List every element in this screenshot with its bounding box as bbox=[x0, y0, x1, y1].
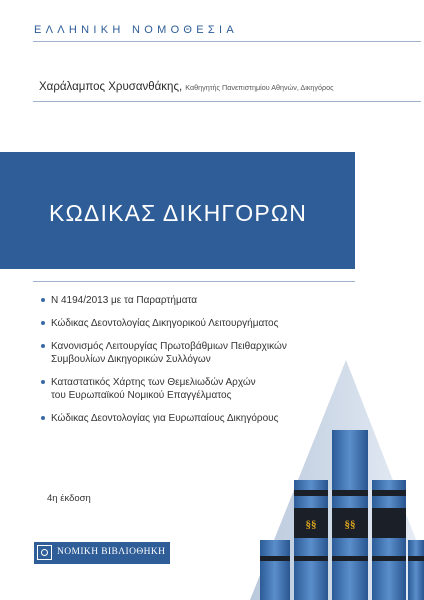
author-line bbox=[39, 81, 419, 93]
contents-item-text: Συμβουλίων Δικηγορικών Συλλόγων bbox=[51, 354, 211, 365]
contents-item-text: Κανονισμός Λειτουργίας Πρωτοβάθμιων Πειθαρχικών bbox=[51, 341, 287, 352]
spine-label: §§ bbox=[344, 519, 356, 531]
divider bbox=[33, 101, 421, 102]
book-spine bbox=[294, 480, 328, 600]
bullet-icon bbox=[41, 380, 45, 384]
divider bbox=[33, 41, 421, 42]
contents-item-text: του Ευρωπαϊκού Νομικού Επαγγέλματος bbox=[51, 390, 232, 401]
spine-label: §§ bbox=[305, 519, 317, 531]
book-spine bbox=[260, 540, 290, 600]
book-spine bbox=[372, 480, 406, 600]
bullet-icon bbox=[41, 298, 45, 302]
divider bbox=[33, 281, 355, 282]
contents-item-text: Κώδικας Δεοντολογίας Δικηγορικού Λειτουργήματος bbox=[51, 318, 279, 329]
series-title: ΕΛΛΗΝΙΚΗ ΝΟΜΟΘΕΣΙΑ bbox=[34, 24, 239, 36]
contents-item-text: Ν 4194/2013 με τα Παραρτήματα bbox=[51, 295, 198, 306]
bullet-icon bbox=[41, 344, 45, 348]
bullet-icon bbox=[41, 321, 45, 325]
contents-item bbox=[41, 317, 361, 330]
author-role: Καθηγητής Πανεπιστημίου Αθηνών, Δικηγόρος bbox=[185, 83, 334, 92]
publisher-name: ΝΟΜΙΚΗ ΒΙΒΛΙΟΘΗΚΗ bbox=[57, 547, 166, 557]
contents-item bbox=[41, 294, 361, 307]
law-books-illustration bbox=[250, 360, 424, 600]
author-name: Χαράλαμπος Χρυσανθάκης, bbox=[39, 81, 183, 93]
edition-label: 4η έκδοση bbox=[47, 493, 91, 504]
contents-item-text: Καταστατικός Χάρτης των Θεμελιωδών Αρχών bbox=[51, 377, 256, 388]
publisher-logo-icon bbox=[37, 545, 52, 560]
book-spine bbox=[408, 540, 424, 600]
book-title: ΚΩΔΙΚΑΣ ΔΙΚΗΓΟΡΩΝ bbox=[49, 200, 308, 226]
contents-item-text: Κώδικας Δεοντολογίας για Ευρωπαίους Δικηγόρους bbox=[51, 413, 279, 424]
bullet-icon bbox=[41, 416, 45, 420]
publisher-badge bbox=[34, 542, 170, 564]
